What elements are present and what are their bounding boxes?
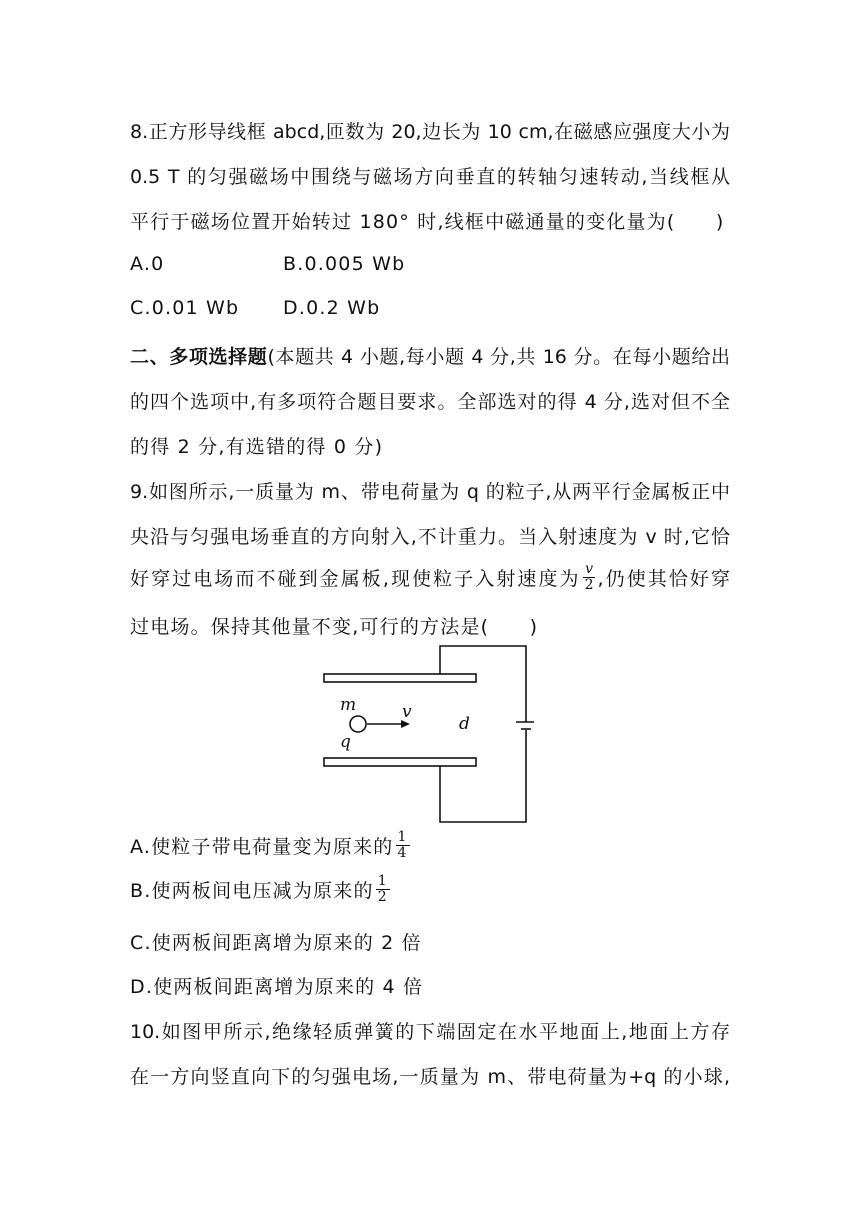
q9-line-3-start: 好穿过电场而不碰到金属板,现使粒子入射速度为 [130, 568, 581, 590]
q9-option-a-fraction [396, 830, 410, 861]
q10-line-1: 10.如图甲所示,绝缘轻质弹簧的下端固定在水平地面上,地面上方存 [130, 1021, 730, 1043]
q9-line-2: 央沿与匀强电场垂直的方向射入,不计重力。当入射速度为 v 时,它恰 [130, 526, 730, 548]
q8-option-d: D.0.2 Wb [283, 297, 381, 319]
fraction-denominator: 2 [377, 889, 388, 905]
fraction-denominator: 4 [397, 845, 408, 861]
bottom-plate [324, 758, 476, 766]
q8-line-3: 平行于磁场位置开始转过 180° 时,线框中磁通量的变化量为( ) [130, 211, 725, 233]
q9-option-a-text: A.使粒子带电荷量变为原来的 [130, 836, 394, 858]
q9-line-1: 9.如图所示,一质量为 m、带电荷量为 q 的粒子,从两平行金属板正中 [130, 481, 730, 503]
q9-parallel-plate-figure [318, 640, 534, 828]
q9-line-3 [130, 561, 730, 595]
fraction-numerator: 1 [377, 873, 388, 889]
q10-line-2: 在一方向竖直向下的匀强电场,一质量为 m、带电荷量为+q 的小球, [130, 1066, 730, 1088]
q8-option-c: C.0.01 Wb [130, 297, 240, 319]
label-d: d [459, 714, 470, 734]
fraction-numerator: 1 [397, 829, 408, 845]
q9-line-3-end: ,仍使其恰好穿 [597, 568, 730, 590]
label-v: v [402, 702, 412, 722]
top-plate [324, 674, 476, 682]
section-2-line-2: 的四个选项中,有多项符合题目要求。全部选对的得 4 分,选对但不全 [130, 391, 730, 413]
q9-option-b-text: B.使两板间电压减为原来的 [130, 880, 374, 902]
label-m: m [340, 695, 357, 715]
bottom-wire [440, 730, 526, 822]
q9-option-c: C.使两板间距离增为原来的 2 倍 [130, 932, 422, 954]
q9-velocity-fraction [583, 562, 596, 593]
section-2-line-1 [130, 342, 730, 369]
q9-option-b [130, 873, 392, 907]
q9-option-d: D.使两板间距离增为原来的 4 倍 [130, 976, 424, 998]
top-wire [440, 646, 526, 722]
q8-line-2: 0.5 T 的匀强磁场中围绕与磁场方向垂直的转轴匀速转动,当线框从 [130, 166, 730, 188]
q9-option-a [130, 829, 412, 863]
fraction-numerator: v [585, 561, 594, 577]
q9-option-b-fraction [376, 874, 390, 905]
section-2-heading: 二、多项选择题 [130, 346, 268, 368]
particle [350, 716, 366, 732]
section-2-instructions: (本题共 4 小题,每小题 4 分,共 16 分。在每小题给出 [267, 346, 730, 368]
fraction-denominator: 2 [584, 577, 594, 593]
section-2-line-3: 的得 2 分,有选错的得 0 分) [130, 436, 384, 458]
q8-option-a: A.0 [130, 253, 165, 275]
q8-line-1: 8.正方形导线框 abcd,匝数为 20,边长为 10 cm,在磁感应强度大小为 [130, 121, 730, 143]
q8-option-b: B.0.005 Wb [283, 253, 406, 275]
label-q: q [340, 732, 351, 752]
q9-line-4: 过电场。保持其他量不变,可行的方法是( ) [130, 616, 539, 638]
